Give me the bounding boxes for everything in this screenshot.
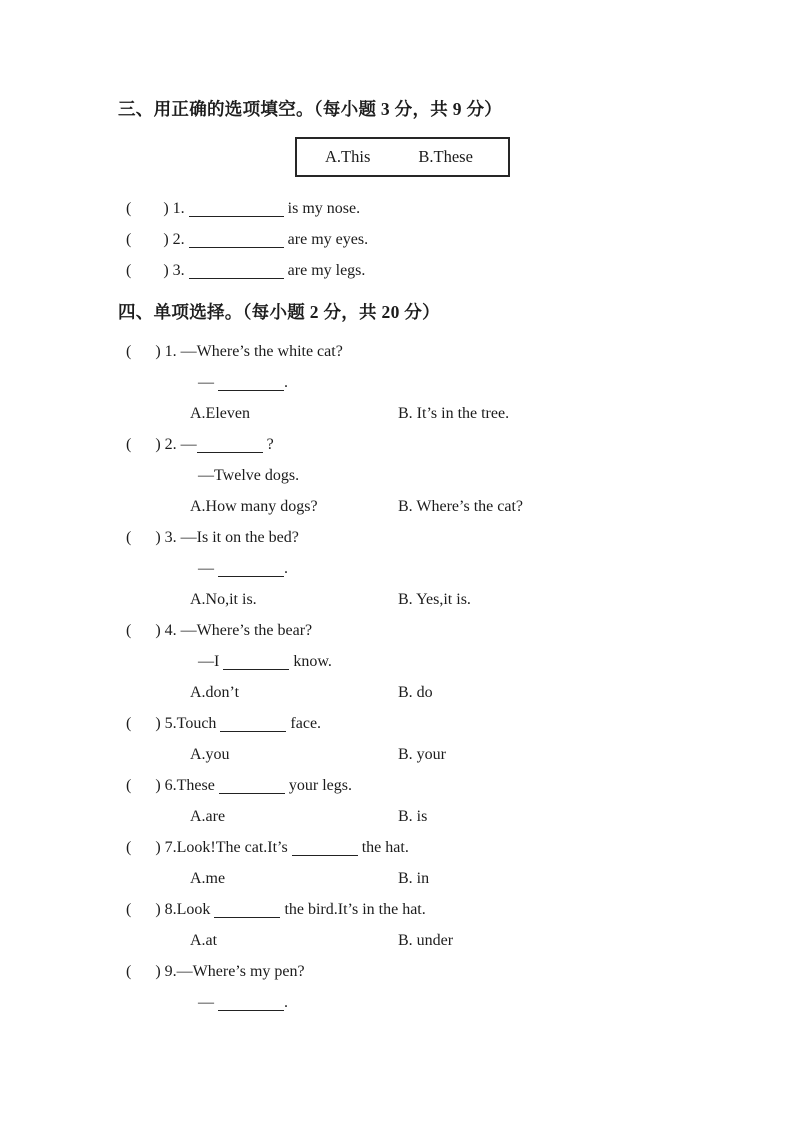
text-segment: are my eyes. [283, 231, 369, 248]
blank-underline [189, 235, 284, 248]
blank-underline [218, 998, 284, 1011]
option-b-label: B. Where’s the cat? [398, 498, 523, 515]
option-b-label: B. It’s in the tree. [398, 405, 510, 422]
question-stem-line [118, 429, 763, 460]
question-options-line [118, 677, 763, 708]
text-segment: ( ) 7.Look!The cat.It’s [126, 839, 292, 856]
blank-underline [292, 843, 358, 856]
text-segment: ( ) 5.Touch [126, 715, 221, 732]
blank-underline [223, 657, 289, 670]
text-segment: ( ) 3. [126, 262, 189, 279]
option-b-label: B. under [398, 932, 454, 949]
text-segment: face. [286, 715, 322, 732]
option-b-label: B. is [398, 808, 428, 825]
option-this-label: A.This [325, 147, 371, 166]
option-these-label: B.These [418, 147, 473, 166]
option-b-label: B. your [398, 746, 446, 763]
fill-blank-item [118, 193, 763, 224]
blank-underline [189, 266, 284, 279]
text-segment: ( ) 6.These [126, 777, 219, 794]
option-a-label: A.you [190, 746, 230, 763]
text-segment: your legs. [284, 777, 352, 794]
question-options-line [118, 584, 763, 615]
question-options-line [118, 739, 763, 770]
question-options-line [118, 925, 763, 956]
text-segment: ( ) 2. [126, 231, 189, 248]
question-stem-line [118, 956, 763, 987]
question-stem-line [118, 770, 763, 801]
section4-questions [118, 336, 763, 1018]
option-b-label: B. do [398, 684, 433, 701]
section3-items [118, 193, 763, 286]
text-segment: know. [289, 653, 332, 670]
fill-blank-item [118, 224, 763, 255]
text-segment: ( ) 2. — [126, 436, 197, 453]
text-segment: ( ) 4. —Where’s the bear? [126, 622, 313, 639]
text-segment: — [198, 560, 218, 577]
text-segment: are my legs. [283, 262, 366, 279]
text-segment: . [284, 560, 288, 577]
text-segment: — [198, 374, 218, 391]
option-a-label: A.How many dogs? [190, 498, 318, 515]
question-options-line [118, 801, 763, 832]
question-stem-line [118, 336, 763, 367]
blank-underline [189, 204, 284, 217]
text-segment: . [284, 994, 288, 1011]
option-a-label: A.me [190, 870, 226, 887]
question-answer-line [118, 460, 763, 491]
blank-underline [218, 564, 284, 577]
option-a-label: A.are [190, 808, 226, 825]
option-a-label: A.don’t [190, 684, 240, 701]
text-segment: ( ) 9.—Where’s my pen? [126, 963, 305, 980]
option-a-label: A.Eleven [190, 405, 250, 422]
question-answer-line [118, 553, 763, 584]
question-stem-line [118, 832, 763, 863]
option-a-label: A.at [190, 932, 218, 949]
question-options-line [118, 398, 763, 429]
blank-underline [197, 440, 263, 453]
question-stem-line [118, 708, 763, 739]
section4-heading: 四、单项选择。（每小题 2 分，共 20 分） [118, 302, 440, 322]
text-segment: —Twelve dogs. [198, 467, 300, 484]
section3-option-box [295, 137, 510, 177]
section3-heading: 三、用正确的选项填空。（每小题 3 分，共 9 分） [118, 99, 503, 119]
text-segment: is my nose. [283, 200, 361, 217]
question-stem-line [118, 894, 763, 925]
option-b-label: B. Yes,it is. [398, 591, 471, 608]
option-a-label: A.No,it is. [190, 591, 257, 608]
text-segment: the hat. [357, 839, 409, 856]
fill-blank-item [118, 255, 763, 286]
text-segment: the bird.It’s in the hat. [280, 901, 426, 918]
question-options-line [118, 491, 763, 522]
question-answer-line [118, 646, 763, 677]
text-segment: ? [262, 436, 274, 453]
text-segment: — [198, 994, 218, 1011]
blank-underline [214, 905, 280, 918]
text-segment: ( ) 1. [126, 200, 189, 217]
question-options-line [118, 863, 763, 894]
question-stem-line [118, 615, 763, 646]
question-stem-line [118, 522, 763, 553]
text-segment: —I [198, 653, 224, 670]
blank-underline [220, 719, 286, 732]
question-answer-line [118, 987, 763, 1018]
blank-underline [219, 781, 285, 794]
option-b-label: B. in [398, 870, 430, 887]
question-answer-line [118, 367, 763, 398]
text-segment: ( ) 8.Look [126, 901, 215, 918]
text-segment: . [284, 374, 288, 391]
text-segment: ( ) 3. —Is it on the bed? [126, 529, 299, 546]
blank-underline [218, 378, 284, 391]
text-segment: ( ) 1. —Where’s the white cat? [126, 343, 343, 360]
